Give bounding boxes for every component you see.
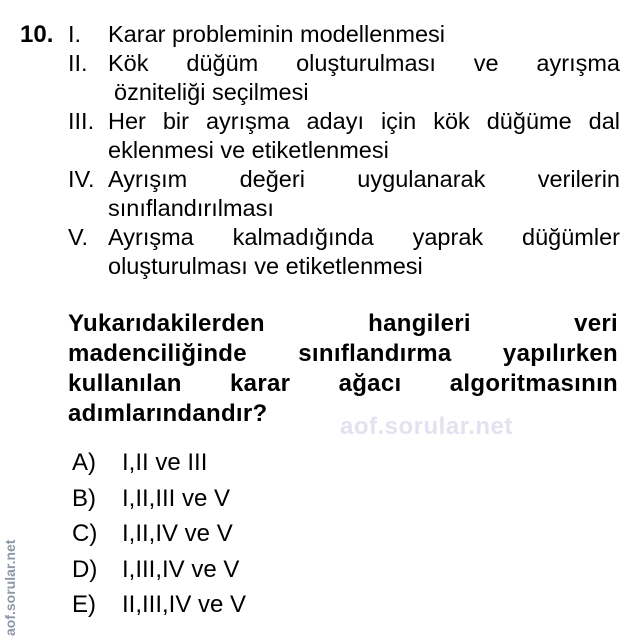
question-stem: [68, 309, 618, 429]
statement-line: özniteliği seçilmesi: [114, 79, 309, 105]
statement-line: Ayrışım değeri uygulanarak verilerin: [108, 166, 620, 192]
statement-text: [108, 165, 620, 223]
option-text: II,III,IV ve V: [122, 591, 247, 618]
option-text: I,III,IV ve V: [122, 555, 240, 583]
statement-item: [68, 223, 620, 281]
stem-line: Yukarıdakilerden hangileri veri: [68, 310, 618, 337]
stem-line: madenciliğinde sınıflandırma yapılırken: [68, 340, 618, 367]
option-e[interactable]: [72, 587, 246, 623]
statement-line: oluşturulması ve etiketlenmesi: [108, 253, 423, 279]
answer-options: [72, 445, 246, 623]
statement-numeral: II.: [68, 50, 88, 76]
statement-line: sınıflandırılması: [108, 195, 274, 221]
option-b[interactable]: [72, 481, 246, 517]
statement-text: [108, 20, 620, 49]
statement-numeral: IV.: [68, 166, 95, 192]
statement-numeral: III.: [68, 108, 95, 134]
statement-line: Kök düğüm oluşturulması ve ayrışma: [108, 50, 620, 76]
statement-item: [68, 165, 620, 223]
statement-text: [108, 223, 620, 281]
statement-item: [68, 49, 620, 107]
option-a[interactable]: [72, 445, 246, 481]
statement-numeral: V.: [68, 224, 89, 250]
statement-text: [108, 107, 620, 165]
statement-line: eklenmesi ve etiketlenmesi: [108, 137, 389, 163]
statement-text: [108, 49, 620, 107]
statement-item: [68, 20, 620, 49]
question-number: 10.: [20, 21, 54, 48]
option-text: I,II,III ve V: [122, 484, 231, 512]
statement-item: [68, 107, 620, 165]
option-letter: E): [72, 591, 96, 618]
stem-line: adımlarındandır?: [68, 400, 268, 427]
option-c[interactable]: [72, 516, 246, 552]
option-text: I,II,IV ve V: [122, 520, 233, 547]
option-letter: C): [72, 520, 98, 547]
statement-line: Her bir ayrışma adayı için kök düğüme dal: [108, 108, 620, 134]
watermark-center: aof.sorular.net: [340, 413, 513, 440]
option-letter: A): [72, 449, 96, 476]
option-letter: D): [72, 555, 98, 583]
watermark-side: aof.sorular.net: [2, 539, 18, 636]
option-letter: B): [72, 484, 96, 512]
option-text: I,II ve III: [122, 449, 208, 476]
option-d[interactable]: [72, 552, 246, 588]
statement-numeral: I.: [68, 21, 82, 47]
stem-line: kullanılan karar ağacı algoritmasının: [68, 370, 618, 397]
statement-line: Ayrışma kalmadığında yaprak düğümler: [108, 224, 620, 250]
statement-list: [68, 20, 620, 281]
statement-line: Karar probleminin modellenmesi: [108, 21, 445, 47]
